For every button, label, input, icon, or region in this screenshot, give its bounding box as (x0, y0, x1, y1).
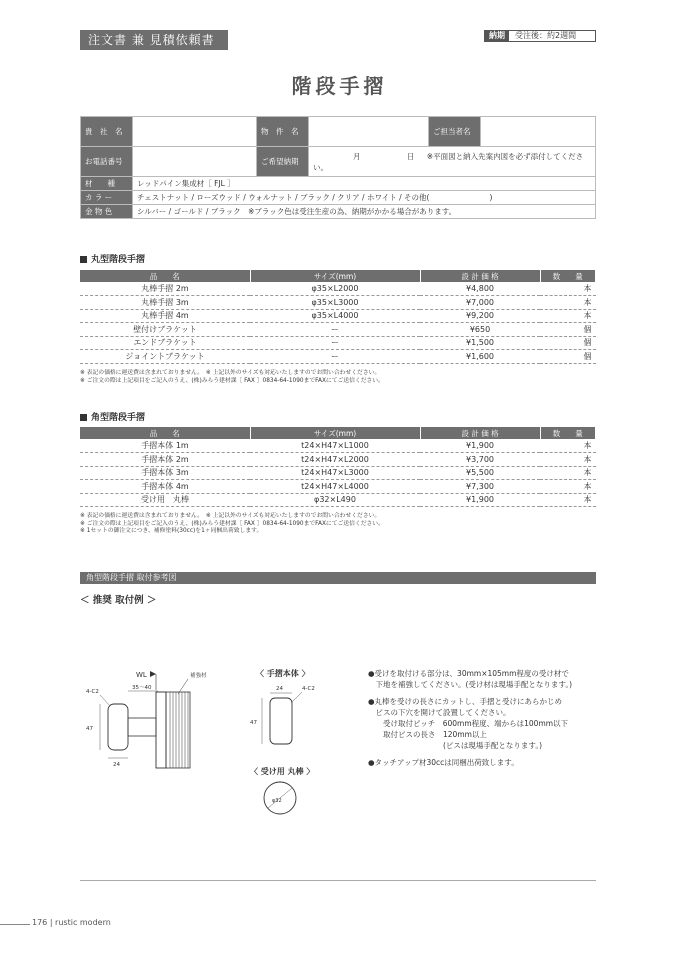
c2-label-body: 4-C2 (302, 686, 315, 692)
phi-label: φ32 (272, 798, 282, 804)
wl-label: WL (136, 671, 147, 679)
dim-35-40: 35〜40 (132, 685, 152, 691)
order-form (80, 116, 596, 219)
round-price-table (80, 270, 596, 364)
page-footer: 176 | rustic modern (32, 918, 111, 927)
page-title: 階段手摺 (291, 74, 388, 98)
color-label: カ ラ ー (81, 191, 133, 205)
table-row: エンドブラケット ー ¥1,500 個 (80, 336, 596, 350)
document-title-bar: 注文書 兼 見積依頼書 (80, 30, 228, 50)
col-name: 品 名 (80, 427, 250, 439)
company-label: 貴 社 名 (81, 117, 133, 147)
col-size: サイズ(mm) (250, 427, 420, 439)
property-label: 物 件 名 (257, 117, 309, 147)
example-heading: ＜ 推奨 取付例 ＞ (80, 595, 157, 606)
install-notes: ●受けを取付ける部分は、30mm×105mm程度の受け材で 下地を補強してください。(受け材は現場手配となります。) ●丸棒を受けの長さにカットし、手摺と受けにあらかじめ ビスの下穴を開けて設置してください。 受け取付ピッチ 600mm程度、端からは100mm以下 取付ビスの長さ 120mm以上 (ビスは現場手配となります。) ●タッチアップ材30ccは同梱出荷致します。 (368, 669, 573, 767)
date-note: ※平面図と納入先案内図を必ず添付してください。 (313, 151, 584, 172)
phone-field[interactable] (133, 147, 257, 177)
color-value: チェストナット / ローズウッド / ウォルナット / ブラック / クリア / ホワイト / その他( ) (133, 191, 596, 205)
diagram-bar: 角型階段手摺 取付参考図 (80, 572, 596, 584)
round-section-title: 丸型階段手摺 (80, 252, 145, 265)
phone-label: お電話番号 (81, 147, 133, 177)
dim-24-body: 24 (276, 686, 283, 692)
round-bar-title: 〈 受け用 丸棒 〉 (250, 767, 315, 776)
property-field[interactable] (309, 117, 429, 147)
hokyo-label: 補強材 (190, 673, 207, 679)
table-row: 手摺本体 1m t24×H47×L1000 ¥1,900 本 (80, 439, 596, 453)
metal-label: 金 物 色 (81, 205, 133, 219)
delivery-date-field[interactable] (309, 147, 596, 177)
round-notes: ※ 表記の価格に運送費は含まれておりません。 ※ 上記以外のサイズも対応いたしますのでお問い合わせください。 ※ ご注文の際は上記項目をご記入のうえ、(株)みらう建材課［ FAX ］0834-64-1090までFAXにてご送信ください。 (80, 370, 384, 384)
contact-field[interactable] (481, 117, 596, 147)
metal-value: シルバー / ゴールド / ブラック ※ブラック色は受注生産の為、納期がかかる場合があります。 (133, 205, 596, 219)
table-row: 丸棒手摺 4m φ35×L4000 ¥9,200 本 (80, 309, 596, 323)
delivery-value: 受注後：約2週間 (515, 31, 577, 40)
body-title: 〈 手摺本体 〉 (256, 669, 310, 678)
body-section-diagram (240, 680, 340, 750)
material-value: レッドパイン集成材［ FJL ］ (133, 177, 596, 191)
col-size: サイズ(mm) (250, 270, 420, 282)
dim-47-body: 47 (250, 720, 257, 726)
table-row: 壁付けブラケット ー ¥650 個 (80, 323, 596, 337)
table-row: 手摺本体 4m t24×H47×L4000 ¥7,300 本 (80, 480, 596, 494)
col-qty: 数 量 (540, 270, 596, 282)
delivery-date-label: ご希望納期 (257, 147, 309, 177)
table-row: 丸棒手摺 3m φ35×L3000 ¥7,000 本 (80, 296, 596, 310)
col-name: 品 名 (80, 270, 250, 282)
c2-label-left: 4-C2 (86, 689, 99, 695)
square-section-title: 角型階段手摺 (80, 410, 145, 423)
table-row: 手摺本体 3m t24×H47×L3000 ¥5,500 本 (80, 466, 596, 480)
side-view-diagram (80, 660, 230, 780)
table-row: ジョイントブラケット ー ¥1,600 個 (80, 350, 596, 364)
dim-47-left: 47 (86, 726, 93, 732)
company-field[interactable] (133, 117, 257, 147)
delivery-box (484, 30, 596, 42)
round-bar-diagram (258, 778, 308, 818)
material-label: 材 種 (81, 177, 133, 191)
footer-divider (0, 924, 30, 925)
table-row: 手摺本体 2m t24×H47×L2000 ¥3,700 本 (80, 453, 596, 467)
dim-24-left: 24 (113, 762, 120, 768)
square-price-table (80, 427, 596, 507)
divider (80, 880, 596, 881)
delivery-label: 納期 (485, 31, 509, 41)
table-row: 受け用 丸棒 φ32×L490 ¥1,900 本 (80, 493, 596, 507)
month-label: 月 (353, 151, 361, 161)
contact-label: ご担当者名 (429, 117, 481, 147)
day-label: 日 (406, 151, 415, 161)
square-notes: ※ 表記の価格に運送費は含まれておりません。 ※ 上記以外のサイズも対応いたしますのでお問い合わせください。 ※ ご注文の際は上記項目をご記入のうえ、(株)みらう建材課［ FAX ］0834-64-1090までFAXにてご送信ください。 ※ 1セットの御注文につき、補修塗料(30cc)を1ヶ同梱出荷致します。 (80, 513, 384, 534)
table-row: 丸棒手摺 2m φ35×L2000 ¥4,800 本 (80, 282, 596, 296)
col-price: 設 計 価 格 (420, 270, 540, 282)
col-qty: 数 量 (540, 427, 596, 439)
col-price: 設 計 価 格 (420, 427, 540, 439)
